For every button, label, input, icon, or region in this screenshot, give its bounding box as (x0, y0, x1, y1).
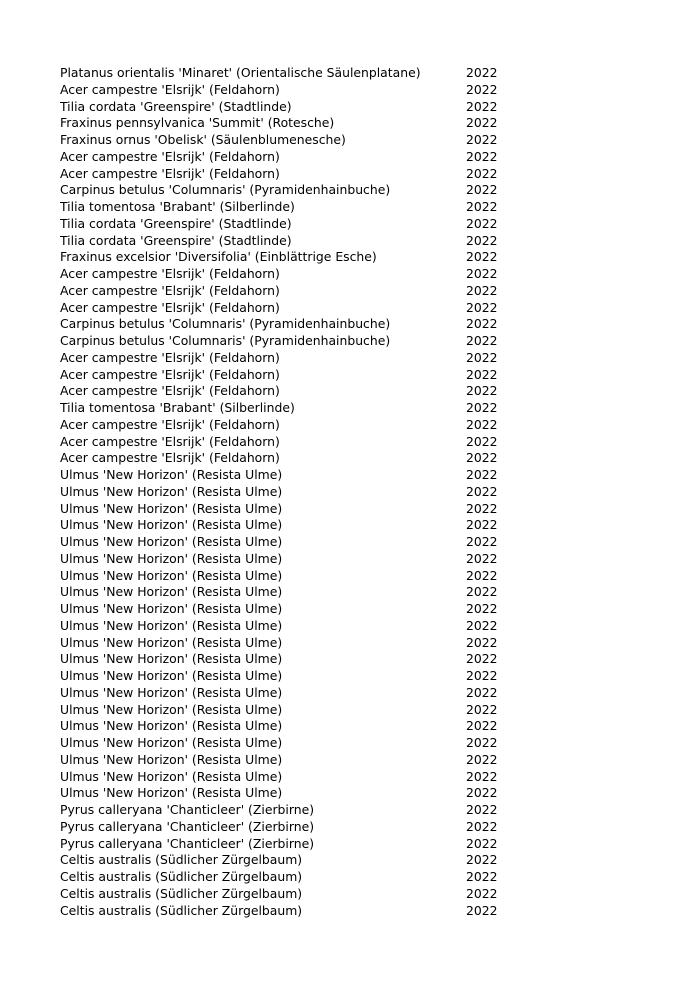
table-row (60, 434, 520, 451)
species-cell: Carpinus betulus 'Columnaris' (Pyramidenhainbuche) (60, 316, 391, 332)
year-cell: 2022 (466, 567, 498, 583)
table-row (60, 752, 520, 769)
table-row (60, 685, 520, 702)
table-row (60, 316, 520, 333)
table-row (60, 484, 520, 501)
table-row (60, 769, 520, 786)
year-cell: 2022 (466, 400, 498, 415)
table-row (60, 551, 520, 568)
year-cell: 2022 (466, 383, 498, 399)
table-row (60, 501, 520, 518)
species-cell: Acer campestre 'Elsrijk' (Feldahorn) (60, 282, 280, 298)
species-cell: Pyrus calleryana 'Chanticleer' (Zierbirne) (60, 802, 315, 817)
species-cell: Celtis australis (Südlicher Zürgelbaum) (60, 885, 303, 901)
table-row (60, 635, 520, 652)
species-cell: Fraxinus pennsylvanica 'Summit' (Rotesche) (60, 115, 335, 131)
species-cell: Ulmus 'New Horizon' (Resista Ulme) (60, 751, 283, 767)
species-cell: Fraxinus ornus 'Obelisk' (Säulenblumenesche) (60, 132, 346, 147)
year-cell: 2022 (466, 651, 498, 667)
tree-planting-list (60, 65, 520, 919)
year-cell: 2022 (466, 718, 498, 734)
table-row (60, 718, 520, 735)
table-row (60, 568, 520, 585)
species-cell: Ulmus 'New Horizon' (Resista Ulme) (60, 785, 283, 801)
year-cell: 2022 (466, 668, 498, 683)
year-cell: 2022 (466, 65, 498, 80)
year-cell: 2022 (466, 534, 498, 549)
table-row (60, 216, 520, 233)
species-cell: Ulmus 'New Horizon' (Resista Ulme) (60, 601, 283, 616)
species-cell: Ulmus 'New Horizon' (Resista Ulme) (60, 567, 283, 583)
species-cell: Ulmus 'New Horizon' (Resista Ulme) (60, 617, 283, 633)
year-cell: 2022 (466, 132, 498, 147)
table-row (60, 517, 520, 534)
table-row (60, 836, 520, 853)
table-row (60, 802, 520, 819)
species-cell: Celtis australis (Südlicher Zürgelbaum) (60, 852, 303, 868)
species-cell: Ulmus 'New Horizon' (Resista Ulme) (60, 701, 283, 717)
table-row (60, 166, 520, 183)
year-cell: 2022 (466, 751, 498, 767)
species-cell: Fraxinus excelsior 'Diversifolia' (Einblättrige Esche) (60, 249, 377, 265)
species-cell: Celtis australis (Südlicher Zürgelbaum) (60, 902, 303, 918)
table-row (60, 400, 520, 417)
table-row (60, 886, 520, 903)
species-cell: Ulmus 'New Horizon' (Resista Ulme) (60, 634, 283, 650)
species-cell: Tilia cordata 'Greenspire' (Stadtlinde) (60, 215, 292, 231)
year-cell: 2022 (466, 349, 498, 365)
table-row (60, 99, 520, 116)
year-cell: 2022 (466, 366, 498, 382)
species-cell: Carpinus betulus 'Columnaris' (Pyramidenhainbuche) (60, 333, 391, 348)
table-row (60, 651, 520, 668)
table-row (60, 534, 520, 551)
table-row (60, 350, 520, 367)
year-cell: 2022 (466, 416, 498, 432)
table-row (60, 249, 520, 266)
year-cell: 2022 (466, 333, 498, 348)
year-cell: 2022 (466, 98, 498, 114)
species-cell: Ulmus 'New Horizon' (Resista Ulme) (60, 584, 283, 600)
year-cell: 2022 (466, 517, 498, 533)
table-row (60, 467, 520, 484)
species-cell: Acer campestre 'Elsrijk' (Feldahorn) (60, 450, 280, 466)
table-row (60, 702, 520, 719)
year-cell: 2022 (466, 835, 498, 851)
species-cell: Tilia tomentosa 'Brabant' (Silberlinde) (60, 400, 295, 415)
table-row (60, 233, 520, 250)
year-cell: 2022 (466, 299, 498, 315)
table-row (60, 584, 520, 601)
species-cell: Acer campestre 'Elsrijk' (Feldahorn) (60, 266, 280, 281)
year-cell: 2022 (466, 249, 498, 265)
table-row (60, 367, 520, 384)
species-cell: Pyrus calleryana 'Chanticleer' (Zierbirne) (60, 835, 315, 851)
year-cell: 2022 (466, 199, 498, 214)
year-cell: 2022 (466, 617, 498, 633)
table-row (60, 333, 520, 350)
species-cell: Ulmus 'New Horizon' (Resista Ulme) (60, 718, 283, 734)
year-cell: 2022 (466, 785, 498, 801)
species-cell: Acer campestre 'Elsrijk' (Feldahorn) (60, 433, 280, 449)
year-cell: 2022 (466, 232, 498, 248)
year-cell: 2022 (466, 182, 498, 198)
year-cell: 2022 (466, 148, 498, 164)
year-cell: 2022 (466, 316, 498, 332)
table-row (60, 383, 520, 400)
species-cell: Ulmus 'New Horizon' (Resista Ulme) (60, 651, 283, 667)
table-row (60, 199, 520, 216)
year-cell: 2022 (466, 902, 498, 918)
species-cell: Tilia tomentosa 'Brabant' (Silberlinde) (60, 199, 295, 214)
year-cell: 2022 (466, 701, 498, 717)
year-cell: 2022 (466, 483, 498, 499)
year-cell: 2022 (466, 885, 498, 901)
year-cell: 2022 (466, 467, 498, 482)
table-row (60, 300, 520, 317)
species-cell: Ulmus 'New Horizon' (Resista Ulme) (60, 684, 283, 700)
species-cell: Ulmus 'New Horizon' (Resista Ulme) (60, 735, 283, 750)
species-cell: Ulmus 'New Horizon' (Resista Ulme) (60, 768, 283, 784)
year-cell: 2022 (466, 818, 498, 834)
species-cell: Carpinus betulus 'Columnaris' (Pyramidenhainbuche) (60, 182, 391, 198)
year-cell: 2022 (466, 735, 498, 750)
species-cell: Ulmus 'New Horizon' (Resista Ulme) (60, 517, 283, 533)
table-row (60, 450, 520, 467)
species-cell: Ulmus 'New Horizon' (Resista Ulme) (60, 483, 283, 499)
species-cell: Ulmus 'New Horizon' (Resista Ulme) (60, 534, 283, 549)
year-cell: 2022 (466, 601, 498, 616)
year-cell: 2022 (466, 768, 498, 784)
year-cell: 2022 (466, 266, 498, 281)
species-cell: Ulmus 'New Horizon' (Resista Ulme) (60, 467, 283, 482)
species-cell: Acer campestre 'Elsrijk' (Feldahorn) (60, 366, 280, 382)
species-cell: Tilia cordata 'Greenspire' (Stadtlinde) (60, 98, 292, 114)
species-cell: Acer campestre 'Elsrijk' (Feldahorn) (60, 299, 280, 315)
year-cell: 2022 (466, 115, 498, 131)
table-row (60, 283, 520, 300)
year-cell: 2022 (466, 869, 498, 884)
table-row (60, 65, 520, 82)
table-row (60, 182, 520, 199)
year-cell: 2022 (466, 433, 498, 449)
table-row (60, 903, 520, 920)
table-row (60, 417, 520, 434)
year-cell: 2022 (466, 550, 498, 566)
table-row (60, 618, 520, 635)
year-cell: 2022 (466, 500, 498, 516)
table-row (60, 852, 520, 869)
year-cell: 2022 (466, 450, 498, 466)
species-cell: Acer campestre 'Elsrijk' (Feldahorn) (60, 349, 280, 365)
species-cell: Acer campestre 'Elsrijk' (Feldahorn) (60, 81, 280, 97)
table-row (60, 132, 520, 149)
table-row (60, 735, 520, 752)
species-cell: Ulmus 'New Horizon' (Resista Ulme) (60, 500, 283, 516)
species-cell: Pyrus calleryana 'Chanticleer' (Zierbirne) (60, 818, 315, 834)
species-cell: Acer campestre 'Elsrijk' (Feldahorn) (60, 416, 280, 432)
species-cell: Acer campestre 'Elsrijk' (Feldahorn) (60, 383, 280, 399)
table-row (60, 785, 520, 802)
table-row (60, 115, 520, 132)
table-row (60, 82, 520, 99)
species-cell: Ulmus 'New Horizon' (Resista Ulme) (60, 550, 283, 566)
species-cell: Tilia cordata 'Greenspire' (Stadtlinde) (60, 232, 292, 248)
species-cell: Celtis australis (Südlicher Zürgelbaum) (60, 869, 303, 884)
table-row (60, 869, 520, 886)
year-cell: 2022 (466, 282, 498, 298)
table-row (60, 149, 520, 166)
year-cell: 2022 (466, 165, 498, 181)
species-cell: Acer campestre 'Elsrijk' (Feldahorn) (60, 148, 280, 164)
year-cell: 2022 (466, 81, 498, 97)
table-row (60, 266, 520, 283)
year-cell: 2022 (466, 634, 498, 650)
year-cell: 2022 (466, 684, 498, 700)
year-cell: 2022 (466, 852, 498, 868)
table-row (60, 668, 520, 685)
table-row (60, 819, 520, 836)
species-cell: Ulmus 'New Horizon' (Resista Ulme) (60, 668, 283, 683)
year-cell: 2022 (466, 215, 498, 231)
species-cell: Acer campestre 'Elsrijk' (Feldahorn) (60, 165, 280, 181)
table-row (60, 601, 520, 618)
species-cell: Platanus orientalis 'Minaret' (Orientalische Säulenplatane) (60, 65, 421, 80)
year-cell: 2022 (466, 584, 498, 600)
year-cell: 2022 (466, 802, 498, 817)
